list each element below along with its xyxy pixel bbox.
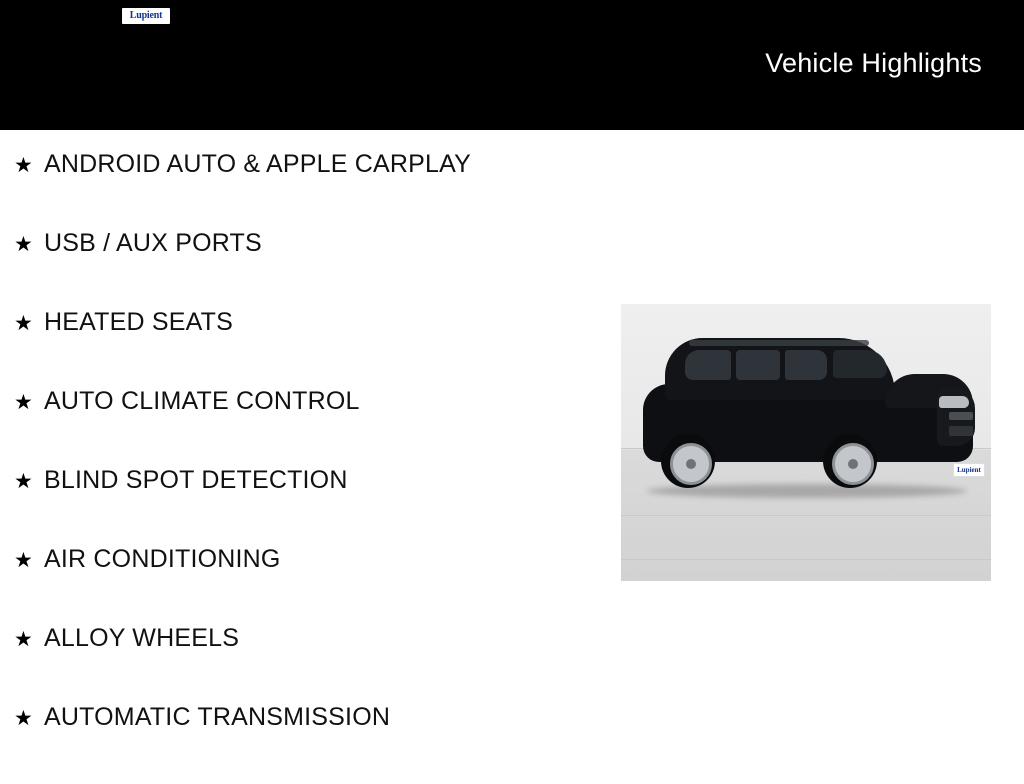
list-item-label: ALLOY WHEELS bbox=[44, 624, 240, 652]
photo-watermark-text: Lupient bbox=[957, 465, 981, 474]
list-item bbox=[0, 468, 620, 547]
list-item bbox=[0, 389, 620, 468]
star-icon: ★ bbox=[14, 154, 33, 177]
vehicle-illustration bbox=[637, 326, 977, 506]
vehicle-grille-upper bbox=[949, 412, 973, 420]
photo-floor-line bbox=[621, 515, 991, 516]
list-item-label: AUTOMATIC TRANSMISSION bbox=[44, 703, 391, 731]
list-item bbox=[0, 626, 620, 705]
star-icon: ★ bbox=[14, 233, 33, 256]
vehicle-window bbox=[785, 350, 827, 380]
list-item-label: ANDROID AUTO & APPLE CARPLAY bbox=[44, 150, 472, 178]
list-item bbox=[0, 231, 620, 310]
list-item bbox=[0, 547, 620, 626]
page-title: Vehicle Highlights bbox=[765, 48, 982, 78]
star-icon: ★ bbox=[14, 549, 33, 572]
star-icon: ★ bbox=[14, 707, 33, 730]
star-icon: ★ bbox=[14, 470, 33, 493]
vehicle-grille-lower bbox=[949, 426, 973, 436]
vehicle-rim-center bbox=[848, 459, 858, 469]
dealer-logo-text: Lupient bbox=[129, 10, 163, 21]
list-item-label: BLIND SPOT DETECTION bbox=[44, 466, 348, 494]
vehicle-rim-center bbox=[686, 459, 696, 469]
vehicle-roof-highlight bbox=[689, 340, 869, 346]
vehicle-highlights-list bbox=[0, 130, 620, 784]
vehicle-front-wheel bbox=[823, 434, 877, 488]
star-icon: ★ bbox=[14, 391, 33, 414]
vehicle-rim bbox=[670, 443, 712, 485]
vehicle-photo bbox=[621, 304, 991, 581]
star-icon: ★ bbox=[14, 628, 33, 651]
photo-floor-line bbox=[621, 559, 991, 560]
list-item-label: USB / AUX PORTS bbox=[44, 229, 262, 257]
vehicle-windshield bbox=[833, 350, 887, 378]
list-item bbox=[0, 705, 620, 784]
vehicle-headlight bbox=[939, 396, 969, 408]
dealer-logo bbox=[122, 8, 170, 24]
list-item bbox=[0, 152, 620, 231]
page-header bbox=[0, 0, 1024, 130]
list-item bbox=[0, 310, 620, 389]
vehicle-rear-wheel bbox=[661, 434, 715, 488]
list-item-label: AIR CONDITIONING bbox=[44, 545, 281, 573]
vehicle-window bbox=[736, 350, 780, 380]
list-item-label: AUTO CLIMATE CONTROL bbox=[44, 387, 360, 415]
list-item-label: HEATED SEATS bbox=[44, 308, 234, 336]
vehicle-window bbox=[685, 350, 731, 380]
star-icon: ★ bbox=[14, 312, 33, 335]
vehicle-rim bbox=[832, 443, 874, 485]
photo-watermark bbox=[953, 463, 985, 477]
